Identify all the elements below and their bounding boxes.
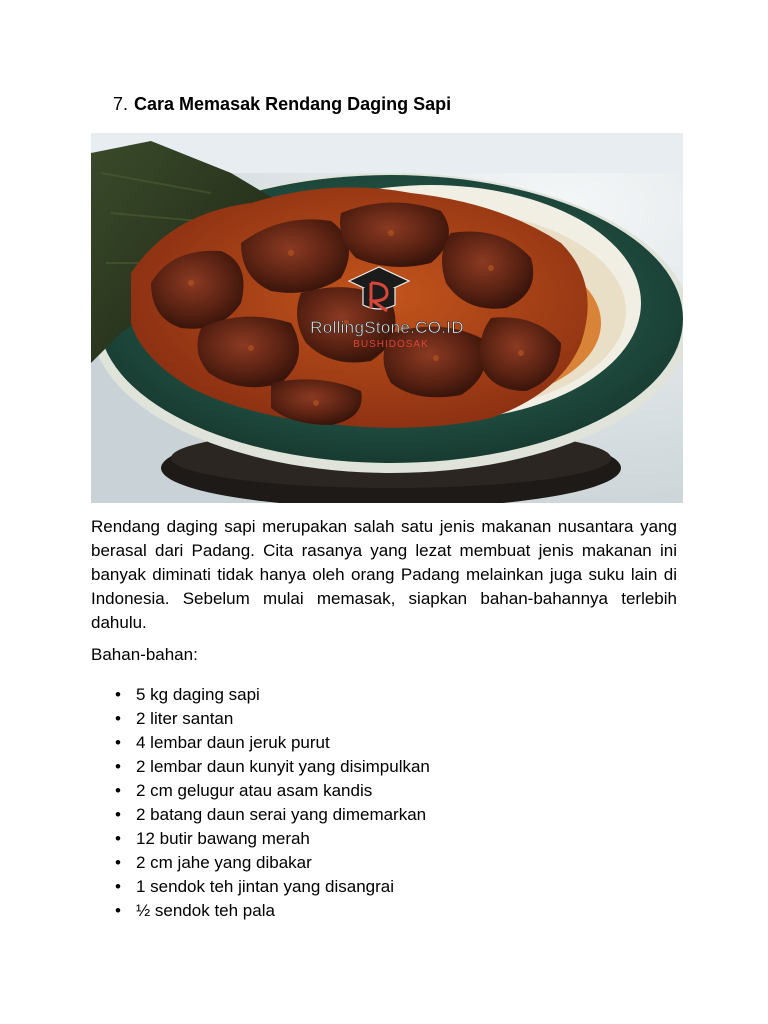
ingredient-text: 2 liter santan xyxy=(136,709,234,728)
section-heading xyxy=(113,92,451,116)
rendang-photo xyxy=(91,133,683,503)
list-item xyxy=(91,827,430,851)
list-item xyxy=(91,875,430,899)
list-item xyxy=(91,707,430,731)
ingredient-text: 4 lembar daun jeruk purut xyxy=(136,733,330,752)
ingredient-text: 2 batang daun serai yang dimemarkan xyxy=(136,805,427,824)
list-item xyxy=(91,899,430,923)
bullet-icon: • xyxy=(115,709,121,728)
ingredients-list xyxy=(91,683,430,923)
bullet-icon: • xyxy=(115,757,121,776)
list-item xyxy=(91,683,430,707)
ingredient-text: 2 cm jahe yang dibakar xyxy=(136,853,312,872)
bullet-icon: • xyxy=(115,685,121,704)
ingredient-text: 1 sendok teh jintan yang disangrai xyxy=(136,877,395,896)
bullet-icon: • xyxy=(115,781,121,800)
bullet-icon: • xyxy=(115,829,121,848)
bullet-icon: • xyxy=(115,805,121,824)
ingredient-text: ½ sendok teh pala xyxy=(136,901,275,920)
list-item xyxy=(91,803,430,827)
section-number: 7. xyxy=(113,94,129,114)
section-title: Cara Memasak Rendang Daging Sapi xyxy=(134,94,452,114)
ingredient-text: 2 cm gelugur atau asam kandis xyxy=(136,781,373,800)
bullet-icon: • xyxy=(115,733,121,752)
bullet-icon: • xyxy=(115,853,121,872)
list-item xyxy=(91,755,430,779)
list-item xyxy=(91,731,430,755)
bullet-icon: • xyxy=(115,901,121,920)
intro-paragraph: Rendang daging sapi merupakan salah satu jenis makanan nusantara yang berasal dari Padang. Cita rasanya yang lezat membuat jenis makanan ini banyak diminati tidak hanya oleh orang Padang melainkan juga suku lain di Indonesia. Sebelum mulai memasak, siapkan bahan-bahannya terlebih dahulu. xyxy=(91,517,677,632)
list-item xyxy=(91,779,430,803)
watermark-subtext: BUSHIDOSAK xyxy=(353,339,429,350)
list-item xyxy=(91,851,430,875)
ingredient-text: 5 kg daging sapi xyxy=(136,685,260,704)
ingredient-text: 12 butir bawang merah xyxy=(136,829,310,848)
ingredient-text: 2 lembar daun kunyit yang disimpulkan xyxy=(136,757,430,776)
bullet-icon: • xyxy=(115,877,121,896)
ingredients-label: Bahan-bahan: xyxy=(91,645,198,664)
watermark-text: RollingStone.CO.ID xyxy=(310,318,464,337)
